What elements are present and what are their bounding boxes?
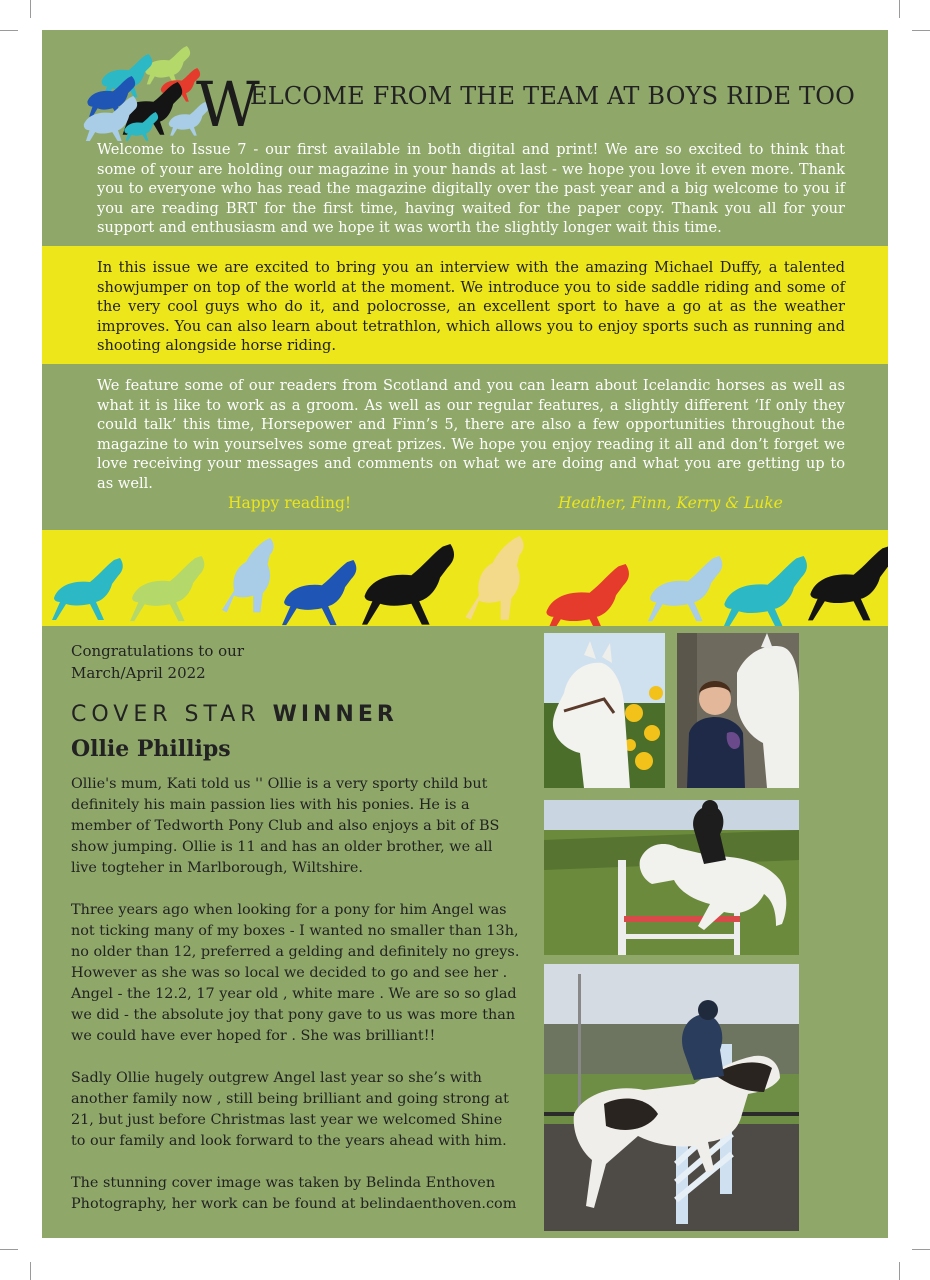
title-drop-cap: W: [196, 68, 260, 141]
horse-logo-cluster: [80, 46, 210, 141]
crop-mark: [912, 1249, 930, 1250]
cover-star-heading-bold: WINNER: [272, 702, 398, 727]
sign-off: Happy reading!: [228, 494, 352, 512]
horse-frieze: [42, 530, 888, 626]
intro-paragraph-2: In this issue we are excited to bring you an interview with the amazing Michael Duffy, a talented showjumper on top of the world at the moment. We introduce you to side saddle riding and some of the very cool guys who do it, and polocrosse, an excellent sport to have a go at as the weather improves. You can also learn about tetrathlon, which allows you to enjoy sports such as running and shooting alongside horse riding.: [97, 259, 845, 355]
winner-paragraph-2: Three years ago when looking for a pony for him Angel was not ticking many of my boxes - I wanted no smaller than 13h, no older than 12, preferred a gelding and definitely no greys. However as she was so local we decided to go and see her . Angel - the 12.2, 17 year old , white mare . We are so so glad we did - the absolute joy that pony gave to us was more than we could have ever hoped for . She was brilliant!!: [71, 902, 520, 1044]
signatures: Heather, Finn, Kerry & Luke: [558, 494, 783, 512]
winner-name: Ollie Phillips: [71, 736, 231, 762]
intro-paragraph-3: We feature some of our readers from Scotland and you can learn about Icelandic horses as well as what it is like to work as a groom. As well as our regular features, a slightly different ‘If only they could talk’ this time, Horsepower and Finn’s 5, there are also a few opportunities throughout the magazine to win yourselves some great prizes. We hope you enjoy reading it all and don’t forget we love receiving your messages and comments on what we are doing and what you are getting up to as well.: [97, 377, 845, 492]
crop-mark: [0, 1249, 18, 1250]
magazine-page: [42, 30, 888, 1238]
winner-paragraph-4: The stunning cover image was taken by Belinda Enthoven Photography, her work can be found at belindaenthoven.com: [71, 1175, 517, 1212]
cover-star-heading-light: COVER STAR: [71, 702, 261, 727]
crop-mark: [899, 1262, 900, 1280]
winner-paragraph-3: Sadly Ollie hugely outgrew Angel last year so she’s with another family now , still being brilliant and going strong at 21, but just before Christmas last year we welcomed Shine to our family and look forward to the years ahead with him.: [71, 1070, 509, 1149]
intro-paragraph-1: Welcome to Issue 7 - our first available in both digital and print! We are so excited to think that some of your are holding our magazine in your hands at last - we hope you love it even more. Thank you to everyone who has read the magazine digitally over the past year and a big welcome to you if you are reading BRT for the first time, having waited for the paper copy. Thank you all for your support and enthusiasm and we hope it was worth the slightly longer wait this time.: [97, 141, 845, 237]
photo-grey-pony-jump: [544, 800, 799, 955]
crop-mark: [0, 30, 18, 31]
photo-piebald-pony-jump: [544, 964, 799, 1231]
crop-mark: [912, 30, 930, 31]
crop-mark: [30, 0, 31, 18]
cover-star-heading: [71, 702, 398, 727]
page-title: [250, 82, 888, 110]
photo-boy-with-pony: [677, 633, 799, 788]
crop-mark: [899, 0, 900, 18]
horse-frieze-silhouettes: [42, 530, 888, 626]
page-title-text: ELCOME FROM THE TEAM AT BOYS RIDE TOO: [250, 82, 855, 110]
crop-mark: [30, 1262, 31, 1280]
congrats-line-2: March/April 2022: [71, 664, 206, 682]
winner-paragraph-1: Ollie's mum, Kati told us '' Ollie is a very sporty child but definitely his main passion lies with his ponies. He is a member of Tedworth Pony Club and also enjoys a bit of BS show jumping. Ollie is 11 and has an older brother, we all live togteher in Marlborough, Wiltshire.: [71, 776, 500, 876]
congrats-line-1: Congratulations to our: [71, 642, 244, 660]
photo-pony-sunflowers: [544, 633, 665, 788]
